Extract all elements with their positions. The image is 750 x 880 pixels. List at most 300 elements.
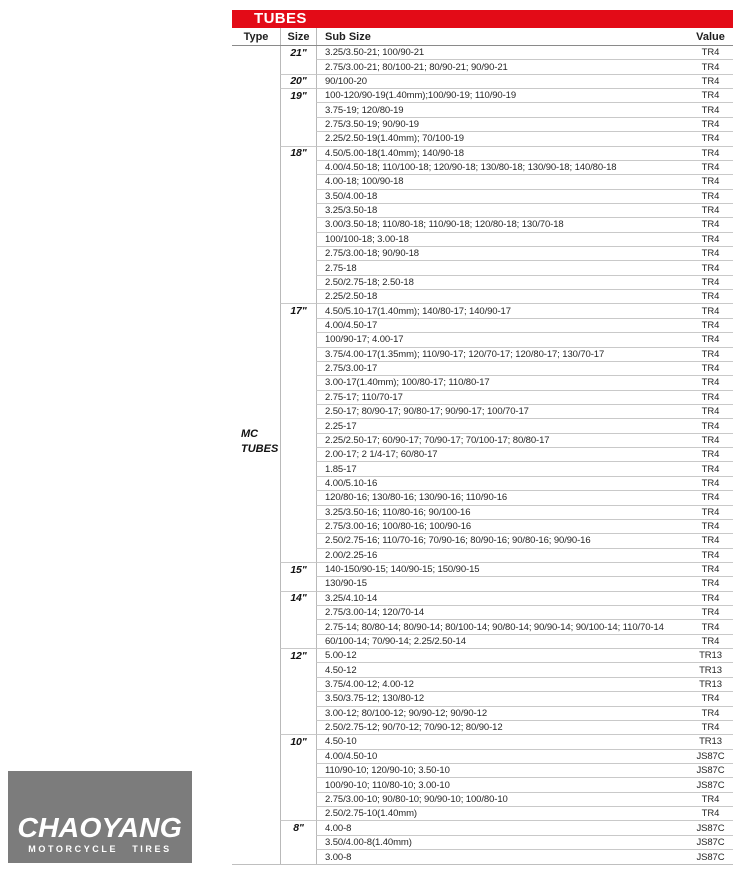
size-cell <box>280 491 316 505</box>
tubes-table <box>232 10 733 865</box>
table-row <box>232 635 733 649</box>
value-cell: TR4 <box>688 290 733 304</box>
table-row <box>232 821 733 835</box>
size-cell <box>280 276 316 290</box>
type-cell <box>232 707 280 721</box>
size-group-label: 17" <box>290 305 307 318</box>
value-cell: TR4 <box>688 103 733 117</box>
subsize-cell: 3.75/4.00-12; 4.00-12 <box>316 678 688 692</box>
size-cell <box>280 448 316 462</box>
type-cell <box>232 721 280 735</box>
subsize-cell: 4.00-8 <box>316 821 688 835</box>
value-cell: TR4 <box>688 190 733 204</box>
size-cell <box>280 534 316 548</box>
type-cell <box>232 405 280 419</box>
type-cell <box>232 75 280 89</box>
type-cell <box>232 103 280 117</box>
value-cell: TR4 <box>688 721 733 735</box>
subsize-cell: 2.75/3.50-19; 90/90-19 <box>316 118 688 132</box>
table-row <box>232 434 733 448</box>
subsize-cell: 3.00-12; 80/100-12; 90/90-12; 90/90-12 <box>316 707 688 721</box>
subsize-cell: 140-150/90-15; 140/90-15; 150/90-15 <box>316 563 688 577</box>
table-row <box>232 836 733 850</box>
value-cell: TR4 <box>688 405 733 419</box>
table-row <box>232 405 733 419</box>
value-cell: TR4 <box>688 348 733 362</box>
size-cell <box>280 735 316 749</box>
subsize-cell: 2.50/2.75-16; 110/70-16; 70/90-16; 80/90-16; 90/80-16; 90/90-16 <box>316 534 688 548</box>
table-row <box>232 606 733 620</box>
type-cell <box>232 362 280 376</box>
value-cell: TR13 <box>688 649 733 663</box>
value-cell: TR4 <box>688 477 733 491</box>
subsize-cell: 3.25/4.10-14 <box>316 592 688 606</box>
size-cell <box>280 391 316 405</box>
size-cell <box>280 190 316 204</box>
table-title-bar <box>232 10 733 28</box>
subsize-cell: 3.50/3.75-12; 130/80-12 <box>316 692 688 706</box>
size-cell <box>280 247 316 261</box>
table-row <box>232 764 733 778</box>
value-cell: TR4 <box>688 520 733 534</box>
subsize-cell: 60/100-14; 70/90-14; 2.25/2.50-14 <box>316 635 688 649</box>
size-cell <box>280 793 316 807</box>
size-cell <box>280 233 316 247</box>
type-cell <box>232 233 280 247</box>
subsize-cell: 3.25/3.50-16; 110/80-16; 90/100-16 <box>316 506 688 520</box>
value-cell: TR4 <box>688 218 733 232</box>
type-cell <box>232 218 280 232</box>
value-cell: TR4 <box>688 247 733 261</box>
subsize-cell: 4.50/5.00-18(1.40mm); 140/90-18 <box>316 147 688 161</box>
type-cell <box>232 462 280 476</box>
table-row <box>232 750 733 764</box>
table-row <box>232 348 733 362</box>
value-cell: TR4 <box>688 434 733 448</box>
table-row <box>232 506 733 520</box>
value-cell: TR4 <box>688 419 733 433</box>
type-cell <box>232 89 280 103</box>
value-cell: TR4 <box>688 75 733 89</box>
subsize-cell: 130/90-15 <box>316 577 688 591</box>
size-cell <box>280 477 316 491</box>
table-row <box>232 491 733 505</box>
size-cell <box>280 778 316 792</box>
subsize-cell: 2.75/3.00-21; 80/100-21; 80/90-21; 90/90-21 <box>316 60 688 74</box>
type-cell <box>232 333 280 347</box>
type-cell <box>232 204 280 218</box>
size-cell <box>280 419 316 433</box>
subsize-cell: 4.00-18; 100/90-18 <box>316 175 688 189</box>
table-row <box>232 419 733 433</box>
subsize-cell: 3.50/4.00-8(1.40mm) <box>316 836 688 850</box>
table-row <box>232 549 733 563</box>
size-cell <box>280 333 316 347</box>
value-cell: TR4 <box>688 60 733 74</box>
type-cell <box>232 793 280 807</box>
table-row <box>232 333 733 347</box>
value-cell: TR4 <box>688 462 733 476</box>
type-cell <box>232 663 280 677</box>
value-cell: JS87C <box>688 778 733 792</box>
value-cell: TR4 <box>688 333 733 347</box>
subsize-cell: 2.75/3.00-18; 90/90-18 <box>316 247 688 261</box>
subsize-cell: 4.50-10 <box>316 735 688 749</box>
table-row <box>232 247 733 261</box>
value-cell: TR4 <box>688 635 733 649</box>
table-row <box>232 793 733 807</box>
type-cell <box>232 118 280 132</box>
size-cell <box>280 434 316 448</box>
type-cell <box>232 276 280 290</box>
table-row <box>232 60 733 74</box>
size-cell <box>280 721 316 735</box>
size-cell <box>280 218 316 232</box>
value-cell: TR4 <box>688 549 733 563</box>
value-cell: TR4 <box>688 261 733 275</box>
table-row <box>232 534 733 548</box>
table-row <box>232 161 733 175</box>
subsize-cell: 3.00-8 <box>316 850 688 864</box>
table-row <box>232 204 733 218</box>
value-cell: JS87C <box>696 851 725 863</box>
value-cell: TR4 <box>688 362 733 376</box>
table-row <box>232 707 733 721</box>
size-cell <box>280 563 316 577</box>
size-cell <box>280 663 316 677</box>
size-cell <box>280 850 316 864</box>
value-cell: TR13 <box>688 678 733 692</box>
size-cell <box>280 376 316 390</box>
type-cell <box>232 261 280 275</box>
table-row <box>232 118 733 132</box>
subsize-cell: 2.50/2.75-10(1.40mm) <box>316 807 688 821</box>
type-cell <box>232 477 280 491</box>
type-cell <box>232 247 280 261</box>
subsize-cell: 4.50/5.10-17(1.40mm); 140/80-17; 140/90-17 <box>316 304 688 318</box>
subsize-cell: 2.25/2.50-18 <box>316 290 688 304</box>
size-cell <box>280 304 316 318</box>
subsize-cell: 90/100-20 <box>316 75 688 89</box>
subsize-cell: 4.00/5.10-16 <box>316 477 688 491</box>
size-group-label: 15" <box>290 563 307 576</box>
type-cell <box>232 506 280 520</box>
subsize-cell: 100/90-10; 110/80-10; 3.00-10 <box>316 778 688 792</box>
size-cell <box>280 75 316 89</box>
value-cell: JS87C <box>688 764 733 778</box>
size-cell <box>280 118 316 132</box>
value-cell: TR4 <box>688 233 733 247</box>
table-row <box>232 304 733 318</box>
table-row <box>232 190 733 204</box>
value-cell: TR4 <box>688 707 733 721</box>
size-cell <box>280 764 316 778</box>
logo-brand-text: CHAOYANG <box>17 812 183 843</box>
type-cell <box>232 592 280 606</box>
table-row <box>232 376 733 390</box>
value-cell: TR4 <box>688 506 733 520</box>
type-cell <box>232 60 280 74</box>
size-cell <box>280 520 316 534</box>
size-cell <box>280 577 316 591</box>
value-cell: TR4 <box>688 118 733 132</box>
size-group-label: 19" <box>290 89 307 102</box>
size-cell <box>280 836 316 850</box>
size-cell <box>280 103 316 117</box>
size-cell <box>280 290 316 304</box>
type-cell <box>232 836 280 850</box>
table-row <box>232 620 733 634</box>
size-cell <box>280 635 316 649</box>
size-cell <box>280 750 316 764</box>
subsize-cell: 5.00-12 <box>316 649 688 663</box>
value-cell: TR4 <box>688 491 733 505</box>
subsize-cell: 2.75/3.00-16; 100/80-16; 100/90-16 <box>316 520 688 534</box>
table-row <box>232 290 733 304</box>
size-group-label: 18" <box>290 147 307 160</box>
value-cell: TR4 <box>688 376 733 390</box>
table-row <box>232 649 733 663</box>
table-row <box>232 678 733 692</box>
col-header-value: Value <box>696 30 725 43</box>
subsize-cell: 2.00-17; 2 1/4-17; 60/80-17 <box>316 448 688 462</box>
value-cell: JS87C <box>688 750 733 764</box>
type-cell <box>232 46 280 60</box>
type-label-line2: TUBES <box>241 443 279 455</box>
subsize-cell: 100/100-18; 3.00-18 <box>316 233 688 247</box>
table-row <box>232 132 733 146</box>
type-cell <box>232 190 280 204</box>
type-label-mc-tubes <box>241 427 278 457</box>
type-cell <box>232 348 280 362</box>
table-row <box>232 778 733 792</box>
subsize-cell: 2.75-14; 80/80-14; 80/90-14; 80/100-14; 90/80-14; 90/90-14; 90/100-14; 110/70-14 <box>316 620 688 634</box>
subsize-cell: 3.25/3.50-18 <box>316 204 688 218</box>
size-cell <box>280 506 316 520</box>
type-cell <box>232 606 280 620</box>
subsize-cell: 3.00/3.50-18; 110/80-18; 110/90-18; 120/80-18; 130/70-18 <box>316 218 688 232</box>
table-row <box>232 175 733 189</box>
size-cell <box>280 175 316 189</box>
table-row <box>232 319 733 333</box>
value-cell: TR4 <box>688 606 733 620</box>
table-title: TUBES <box>254 10 307 27</box>
type-cell <box>232 147 280 161</box>
table-row <box>232 75 733 89</box>
type-cell <box>232 778 280 792</box>
value-cell: TR4 <box>688 204 733 218</box>
size-cell <box>280 707 316 721</box>
table-row <box>232 692 733 706</box>
subsize-cell: 2.00/2.25-16 <box>316 549 688 563</box>
subsize-cell: 3.50/4.00-18 <box>316 190 688 204</box>
value-cell: TR4 <box>688 161 733 175</box>
value-cell: TR4 <box>688 692 733 706</box>
subsize-cell: 1.85-17 <box>316 462 688 476</box>
subsize-cell: 2.25/2.50-19(1.40mm); 70/100-19 <box>316 132 688 146</box>
size-cell <box>280 592 316 606</box>
type-cell <box>232 807 280 821</box>
table-row <box>232 46 733 60</box>
subsize-cell: 2.25/2.50-17; 60/90-17; 70/90-17; 70/100-17; 80/80-17 <box>316 434 688 448</box>
value-cell: TR4 <box>688 534 733 548</box>
type-cell <box>232 161 280 175</box>
subsize-cell: 3.00-17(1.40mm); 100/80-17; 110/80-17 <box>316 376 688 390</box>
subsize-cell: 4.00/4.50-10 <box>316 750 688 764</box>
col-header-size: Size <box>280 28 316 45</box>
table-row <box>232 147 733 161</box>
type-cell <box>232 563 280 577</box>
table-row <box>232 520 733 534</box>
table-row <box>232 276 733 290</box>
table-row <box>232 735 733 749</box>
subsize-cell: 2.75/3.00-10; 90/80-10; 90/90-10; 100/80-10 <box>316 793 688 807</box>
value-cell: TR13 <box>688 735 733 749</box>
type-cell <box>232 577 280 591</box>
size-group-label: 8" <box>293 822 304 835</box>
col-header-subsize: Sub Size <box>316 28 688 45</box>
subsize-cell: 2.25-17 <box>316 419 688 433</box>
size-cell <box>280 204 316 218</box>
size-cell <box>280 161 316 175</box>
table-row <box>232 261 733 275</box>
type-cell <box>232 132 280 146</box>
size-cell <box>280 620 316 634</box>
table-row <box>232 850 733 864</box>
table-row <box>232 448 733 462</box>
type-label-line1: MC <box>241 428 259 440</box>
table-row <box>232 233 733 247</box>
subsize-cell: 2.50/2.75-12; 90/70-12; 70/90-12; 80/90-12 <box>316 721 688 735</box>
subsize-cell: 2.50-17; 80/90-17; 90/80-17; 90/90-17; 100/70-17 <box>316 405 688 419</box>
value-cell: TR4 <box>688 147 733 161</box>
size-group-label: 12" <box>290 649 307 662</box>
value-cell: JS87C <box>688 821 733 835</box>
table-row <box>232 663 733 677</box>
subsize-cell: 3.75/4.00-17(1.35mm); 110/90-17; 120/70-17; 120/80-17; 130/70-17 <box>316 348 688 362</box>
value-cell: TR4 <box>688 89 733 103</box>
size-cell <box>280 362 316 376</box>
type-cell <box>232 678 280 692</box>
subsize-cell: 120/80-16; 130/80-16; 130/90-16; 110/90-16 <box>316 491 688 505</box>
table-row <box>232 577 733 591</box>
table-header-row <box>232 28 733 46</box>
value-cell: TR4 <box>688 319 733 333</box>
size-cell <box>280 348 316 362</box>
subsize-cell: 4.00/4.50-18; 110/100-18; 120/90-18; 130/80-18; 130/90-18; 140/80-18 <box>316 161 688 175</box>
value-cell: TR4 <box>688 276 733 290</box>
size-group-label: 21" <box>290 46 307 59</box>
size-cell <box>280 319 316 333</box>
type-cell <box>232 549 280 563</box>
subsize-cell: 4.00/4.50-17 <box>316 319 688 333</box>
size-cell <box>280 60 316 74</box>
type-cell <box>232 376 280 390</box>
type-cell <box>232 692 280 706</box>
col-header-type: Type <box>243 30 269 43</box>
table-row <box>232 807 733 821</box>
size-group-label: 10" <box>290 735 307 748</box>
value-cell: TR4 <box>688 448 733 462</box>
table-row <box>232 592 733 606</box>
subsize-cell: 100-120/90-19(1.40mm);100/90-19; 110/90-19 <box>316 89 688 103</box>
chaoyang-logo <box>8 771 192 863</box>
size-cell <box>280 261 316 275</box>
table-row <box>232 721 733 735</box>
value-cell: TR4 <box>688 577 733 591</box>
size-cell <box>280 89 316 103</box>
size-cell <box>280 549 316 563</box>
type-cell <box>232 620 280 634</box>
table-row <box>232 563 733 577</box>
value-cell: TR4 <box>688 132 733 146</box>
table-row <box>232 362 733 376</box>
size-cell <box>280 692 316 706</box>
table-row <box>232 218 733 232</box>
size-cell <box>280 147 316 161</box>
type-cell <box>232 391 280 405</box>
type-cell <box>232 750 280 764</box>
size-cell <box>280 678 316 692</box>
value-cell: TR4 <box>688 563 733 577</box>
table-row <box>232 391 733 405</box>
type-cell <box>232 319 280 333</box>
subsize-cell: 3.75-19; 120/80-19 <box>316 103 688 117</box>
subsize-cell: 2.75-18 <box>316 261 688 275</box>
subsize-cell: 2.75/3.00-14; 120/70-14 <box>316 606 688 620</box>
size-cell <box>280 405 316 419</box>
type-cell <box>232 850 280 864</box>
table-row <box>232 103 733 117</box>
value-cell: TR4 <box>688 793 733 807</box>
size-cell <box>280 46 316 60</box>
value-cell: TR4 <box>688 46 733 60</box>
table-row <box>232 462 733 476</box>
size-cell <box>280 807 316 821</box>
subsize-cell: 100/90-17; 4.00-17 <box>316 333 688 347</box>
type-cell <box>232 175 280 189</box>
size-group-label: 14" <box>290 592 307 605</box>
size-cell <box>280 606 316 620</box>
type-cell <box>232 304 280 318</box>
table-row <box>232 89 733 103</box>
subsize-cell: 2.75/3.00-17 <box>316 362 688 376</box>
size-cell <box>280 462 316 476</box>
type-cell <box>232 649 280 663</box>
size-cell <box>280 649 316 663</box>
size-cell <box>280 821 316 835</box>
type-cell <box>232 534 280 548</box>
size-group-label: 20" <box>290 74 307 87</box>
type-cell <box>232 290 280 304</box>
subsize-cell: 4.50-12 <box>316 663 688 677</box>
value-cell: TR4 <box>688 304 733 318</box>
size-cell <box>280 132 316 146</box>
value-cell: TR4 <box>688 620 733 634</box>
subsize-cell: 3.25/3.50-21; 100/90-21 <box>316 46 688 60</box>
logo-tagline-text: MOTORCYCLE TIRES <box>28 844 172 854</box>
value-cell: JS87C <box>688 836 733 850</box>
type-cell <box>232 764 280 778</box>
value-cell: TR4 <box>688 175 733 189</box>
value-cell: TR4 <box>688 391 733 405</box>
type-cell <box>232 821 280 835</box>
type-cell <box>232 735 280 749</box>
type-cell <box>232 491 280 505</box>
table-row <box>232 477 733 491</box>
subsize-cell: 2.50/2.75-18; 2.50-18 <box>316 276 688 290</box>
value-cell: TR4 <box>688 592 733 606</box>
